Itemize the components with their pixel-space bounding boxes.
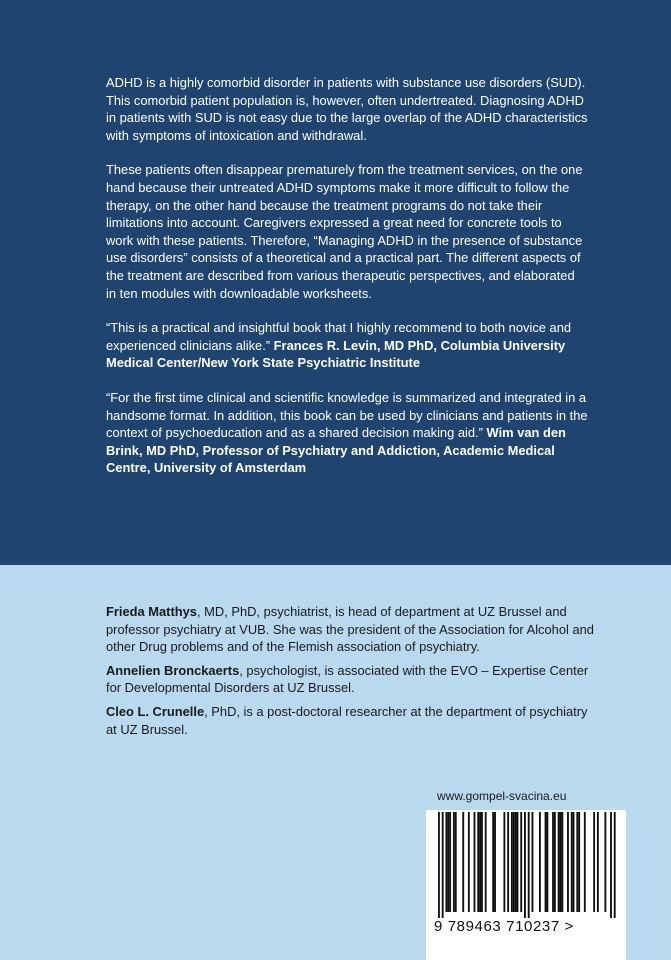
- barcode-bar: [515, 812, 517, 912]
- barcode-bar: [481, 812, 483, 912]
- barcode-bar: [453, 812, 455, 912]
- barcode-bar: [479, 812, 481, 912]
- barcode-bar: [468, 812, 470, 912]
- barcode-bar: [494, 812, 496, 912]
- barcode-bar: [546, 812, 548, 912]
- blurb-paragraph-1: ADHD is a highly comorbid disorder in patients with substance use disorders (SUD). This comorbid patient population is, however, often undertreated. Diagnosing ADHD in patients with SUD is not easy due to the large overlap of the ADHD characteristics with symptoms of intoxication and withdrawal.: [106, 75, 588, 143]
- blurb-text: [106, 74, 588, 494]
- barcode-bar: [477, 812, 479, 912]
- barcode-bar: [474, 812, 476, 912]
- barcode-digits: 9 789463 710237 >: [434, 918, 574, 935]
- barcode-bar: [584, 812, 586, 912]
- barcode-bar: [449, 812, 451, 912]
- barcode-bar: [507, 812, 509, 912]
- barcode-bar: [573, 812, 575, 912]
- barcode: [426, 810, 626, 960]
- author-desc-3: , PhD, is a post-doctoral researcher at the department of psychiatry at UZ Brussel.: [106, 703, 588, 737]
- author-bio-1: [106, 603, 596, 656]
- barcode-bar: [561, 812, 563, 912]
- barcode-bar: [511, 812, 513, 912]
- quote-1: [106, 319, 588, 372]
- barcode-bars: [426, 810, 626, 960]
- barcode-bar: [539, 812, 541, 912]
- barcode-bar: [614, 812, 616, 918]
- barcode-bar: [462, 812, 464, 912]
- barcode-bar: [597, 812, 599, 912]
- barcode-bar: [492, 812, 494, 912]
- barcode-bar: [532, 812, 534, 912]
- author-bio-2: [106, 662, 596, 697]
- barcode-bar: [438, 812, 440, 918]
- barcode-bar: [503, 812, 505, 912]
- quote-1-text: “This is a practical and insightful book that I highly recommend to both novice and experienced clinicians alike.”: [106, 320, 572, 353]
- barcode-bar: [528, 812, 530, 918]
- barcode-bar: [604, 812, 606, 912]
- barcode-bar: [576, 812, 578, 912]
- barcode-bar: [455, 812, 457, 912]
- barcode-bar: [520, 812, 522, 912]
- barcode-bar: [513, 812, 515, 912]
- barcode-bar: [578, 812, 580, 912]
- barcode-bar: [524, 812, 526, 918]
- barcode-bar: [560, 812, 562, 912]
- publisher-website: www.gompel-svacina.eu: [437, 789, 567, 803]
- barcode-bar: [593, 812, 595, 912]
- authors-list: [106, 603, 596, 744]
- barcode-bar: [571, 812, 573, 912]
- barcode-bar: [447, 812, 449, 912]
- barcode-bar: [567, 812, 569, 912]
- barcode-bar: [517, 812, 519, 912]
- author-name-3: Cleo L. Crunelle: [106, 703, 205, 719]
- quote-2-text: “For the first time clinical and scientific knowledge is summarized and integrated in a handsome format. In addition, this book can be used by clinicians and patients in the context of psychoeducation and as a shared decision making aid.”: [106, 389, 588, 441]
- barcode-bar: [545, 812, 547, 912]
- quote-2-author: Wim van den Brink, MD PhD, Professor of Psychiatry and Addiction, Academic Medical Centre, University of Amsterdam: [106, 425, 566, 476]
- barcode-bar: [558, 812, 560, 912]
- author-name-2: Annelien Bronckaerts: [106, 662, 240, 678]
- barcode-bar: [610, 812, 612, 918]
- barcode-bar: [552, 812, 554, 912]
- barcode-bar: [485, 812, 487, 912]
- barcode-bar: [445, 812, 447, 912]
- author-desc-2: , psychologist, is associated with the EVO – Expertise Center for Developmental Disorders at UZ Brussel.: [106, 662, 589, 696]
- barcode-bar: [442, 812, 444, 918]
- blurb-paragraph-2: These patients often disappear prematurely from the treatment services, on the one hand because their untreated ADHD symptoms make it more difficult to follow the therapy, on the other hand because the treatment programs do not take their limitations into account. Caregivers expressed a great need for concrete tools to work with these patients. Therefore, “Managing ADHD in the presence of substance use disorders” consists of a theoretical and a practical part. The different aspects of the treatment are described from various therapeutic perspectives, and elaborated in ten modules with downloadable worksheets.: [106, 162, 583, 301]
- author-desc-1: , MD, PhD, psychiatrist, is head of department at UZ Brussel and professor psychiatry at VUB. She was the president of the Association for Alcohol and other Drug problems and of the Flemish association of psychiatry.: [106, 604, 594, 655]
- author-name-1: Frieda Matthys: [106, 604, 197, 619]
- quote-2: [106, 389, 588, 477]
- author-bio-3: [106, 703, 596, 738]
- barcode-bar: [554, 812, 556, 912]
- quote-1-author: Frances R. Levin, MD PhD, Columbia University Medical Center/New York State Psychiatric Institute: [106, 337, 566, 371]
